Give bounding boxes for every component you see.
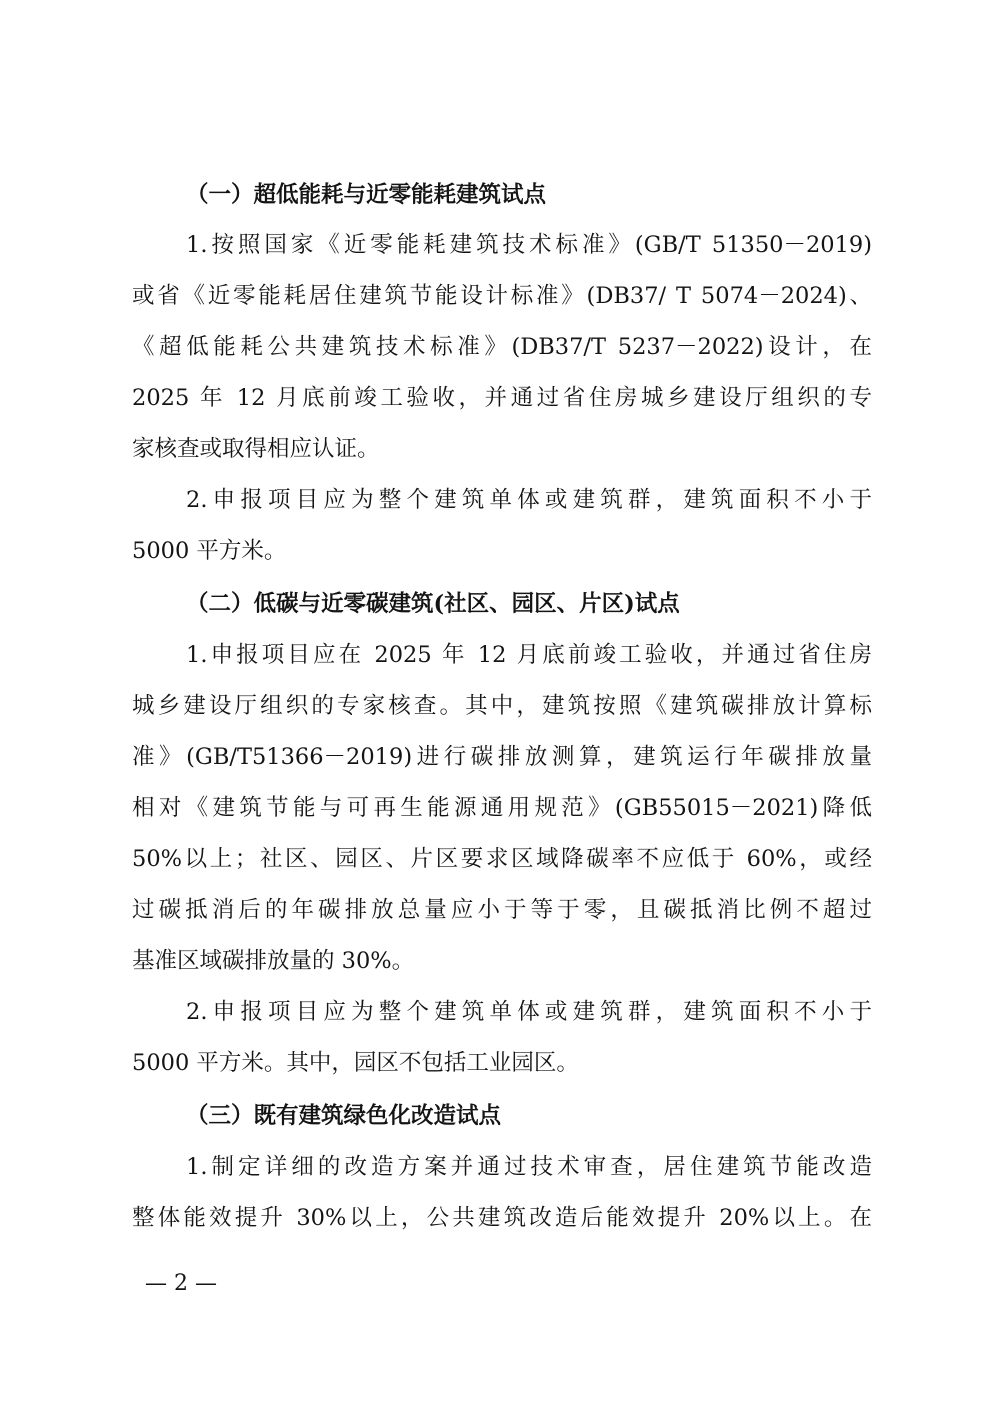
paragraph-line: 2.申报项目应为整个建筑单体或建筑群，建筑面积不小于	[186, 487, 872, 513]
paragraph-line: 相对《建筑节能与可再生能源通用规范》(GB55015－2021)降低	[132, 795, 872, 821]
paragraph-line: 整体能效提升 30%以上，公共建筑改造后能效提升 20%以上。在	[132, 1205, 872, 1231]
paragraph-line: 或省《近零能耗居住建筑节能设计标准》(DB37/ T 5074－2024)、	[132, 283, 872, 309]
paragraph-line: 5000 平方米。	[132, 538, 287, 564]
paragraph-line: 1.申报项目应在 2025 年 12 月底前竣工验收，并通过省住房	[186, 642, 872, 668]
paragraph-line: 准》(GB/T51366－2019)进行碳排放测算，建筑运行年碳排放量	[132, 744, 872, 770]
paragraph-line: 家核查或取得相应认证。	[132, 436, 380, 462]
paragraph-line: 5000 平方米。其中，园区不包括工业园区。	[132, 1050, 579, 1076]
page-number: — 2 —	[145, 1271, 217, 1296]
paragraph-line: 《超低能耗公共建筑技术标准》(DB37/T 5237－2022)设计，在	[132, 334, 872, 360]
paragraph-line: 2.申报项目应为整个建筑单体或建筑群，建筑面积不小于	[186, 999, 872, 1025]
paragraph-line: 基准区域碳排放量的 30%。	[132, 948, 415, 974]
section-heading-3: （三）既有建筑绿色化改造试点	[186, 1103, 502, 1129]
paragraph-line: 1.按照国家《近零能耗建筑技术标准》(GB/T 51350－2019)	[186, 232, 872, 258]
section-heading-2: （二）低碳与近零碳建筑(社区、园区、片区)试点	[186, 591, 680, 617]
paragraph-line: 过碳抵消后的年碳排放总量应小于等于零，且碳抵消比例不超过	[132, 897, 872, 923]
paragraph-line: 50%以上；社区、园区、片区要求区域降碳率不应低于 60%，或经	[132, 846, 872, 872]
paragraph-line: 1.制定详细的改造方案并通过技术审查，居住建筑节能改造	[186, 1154, 872, 1180]
section-heading-1: （一）超低能耗与近零能耗建筑试点	[186, 182, 547, 208]
paragraph-line: 城乡建设厅组织的专家核查。其中，建筑按照《建筑碳排放计算标	[132, 693, 872, 719]
paragraph-line: 2025 年 12 月底前竣工验收，并通过省住房城乡建设厅组织的专	[132, 385, 872, 411]
